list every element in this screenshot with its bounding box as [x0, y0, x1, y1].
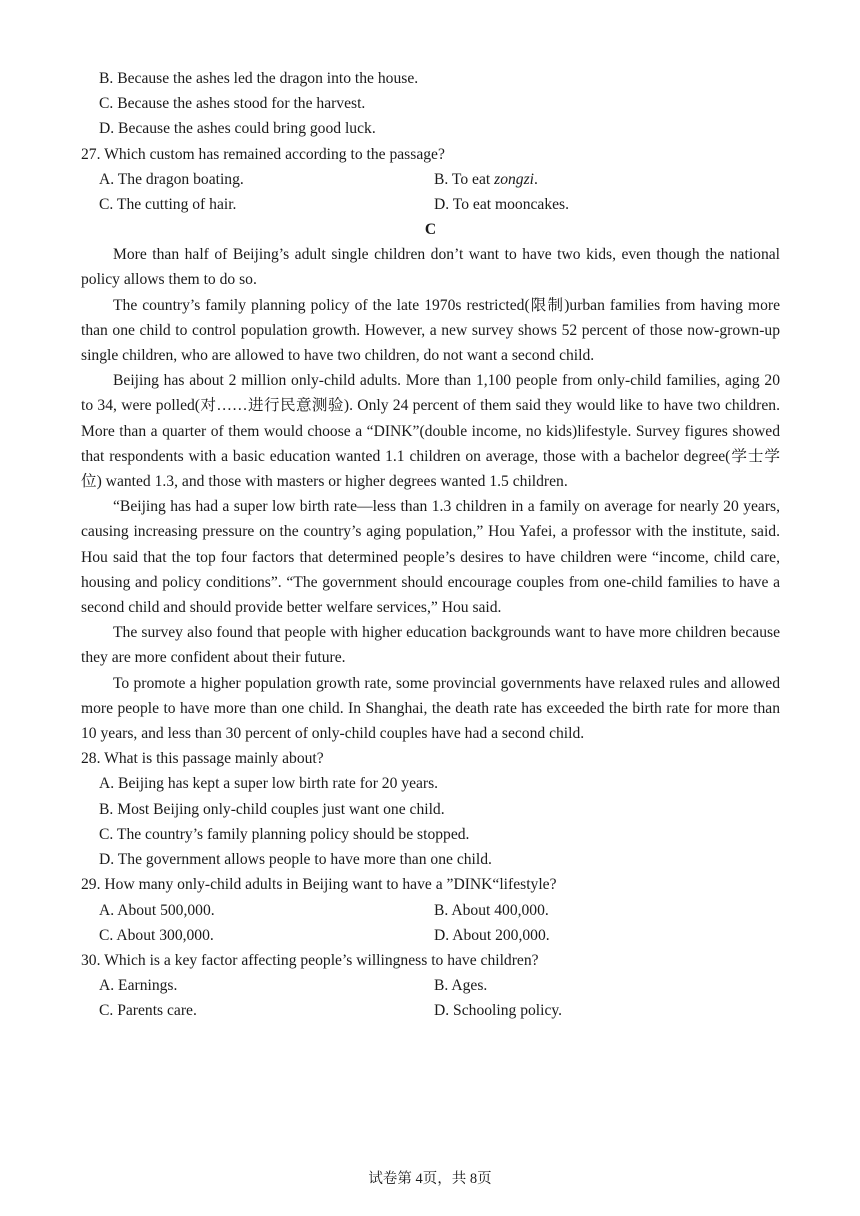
question-27: [81, 142, 780, 218]
option-a: A. About 500,000.: [99, 901, 215, 919]
question-29: [81, 872, 780, 948]
options-row: [81, 973, 780, 998]
passage-paragraph: More than half of Beijing’s adult single children don’t want to have two kids, even though the national policy allows them to do so.: [81, 246, 780, 289]
option-d: D. To eat mooncakes.: [434, 196, 570, 214]
passage-paragraph: To promote a higher population growth rate, some provincial governments have relaxed rules and allowed more people to have more than one child. In Shanghai, the death rate has exceeded the birth rate for more than 10 years, and less than 30 percent of only-child couples have had a second child.: [81, 674, 780, 743]
page-footer: 试卷第 4页，共 8页: [368, 1171, 492, 1187]
option-a: A. The dragon boating.: [99, 170, 244, 188]
option-c: C. Because the ashes stood for the harvest.: [99, 95, 366, 113]
question-text: 27. Which custom has remained according to the passage?: [81, 145, 445, 163]
option-c: C. About 300,000.: [99, 926, 214, 944]
exam-page: [81, 66, 780, 1024]
option-b: B. About 400,000.: [434, 901, 549, 919]
option-d: D. Schooling policy.: [434, 1002, 563, 1020]
option-b: B. Most Beijing only-child couples just want one child.: [99, 800, 445, 818]
options-row: [81, 167, 780, 192]
question-text: 30. Which is a key factor affecting people’s willingness to have children?: [81, 951, 539, 969]
question-text: 29. How many only-child adults in Beijing want to have a ”DINK“lifestyle?: [81, 876, 557, 894]
reading-passage: [81, 242, 780, 746]
options-row: [81, 192, 780, 217]
italic-term: zongzi: [494, 170, 534, 188]
passage-paragraph: Beijing has about 2 million only-child adults. More than 1,100 people from only-child families, aging 20 to 34, were polled(对……进行民意测验). Only 24 percent of them said they would like to have two children. More than a quarter of them would choose a “DINK”(double income, no kids)lifestyle. Survey figures showed that respondents with a basic education wanted 1.1 children on average, those with a bachelor degree(学士学位) wanted 1.3, and those with masters or higher degrees wanted 1.5 children.: [81, 372, 780, 491]
question-28: [81, 746, 780, 872]
section-label: C: [424, 221, 437, 239]
passage-paragraph: “Beijing has had a super low birth rate—less than 1.3 children in a family on average for nearly 20 years, causing increasing pressure on the country’s aging population,” Hou Yafei, a professor with the institute, said. Hou said that the top four factors that determined people’s desires to have children were “income, child care, housing and policy conditions”. “The government should encourage couples from one-child families to have a second child and should provide better welfare services,” Hou said.: [81, 498, 780, 617]
option-d: D. Because the ashes could bring good luck.: [99, 120, 376, 138]
option-d: D. The government allows people to have more than one child.: [99, 851, 492, 869]
option-c: C. Parents care.: [99, 1002, 197, 1020]
option-c: C. The country’s family planning policy should be stopped.: [99, 825, 470, 843]
question-text: 28. What is this passage mainly about?: [81, 750, 324, 768]
option-c: C. The cutting of hair.: [99, 196, 237, 214]
option-b: B. Ages.: [434, 977, 488, 995]
option-b: B. To eat zongzi.: [434, 170, 538, 188]
passage-paragraph: The survey also found that people with higher education backgrounds want to have more children because they are more confident about their future.: [81, 624, 780, 667]
question-30: [81, 948, 780, 1024]
previous-question-options: [81, 66, 780, 142]
passage-paragraph: The country’s family planning policy of the late 1970s restricted(限制)urban families from having more than one child to control population growth. However, a new survey shows 52 percent of those now-grown-up single children, who are allowed to have two children, do not want a second child.: [81, 296, 780, 365]
options-row: [81, 923, 780, 948]
option-b: B. Because the ashes led the dragon into the house.: [99, 70, 419, 87]
option-a: A. Beijing has kept a super low birth rate for 20 years.: [99, 775, 439, 793]
option-a: A. Earnings.: [99, 977, 178, 995]
options-row: [81, 998, 780, 1023]
option-d: D. About 200,000.: [434, 926, 550, 944]
options-row: [81, 898, 780, 923]
